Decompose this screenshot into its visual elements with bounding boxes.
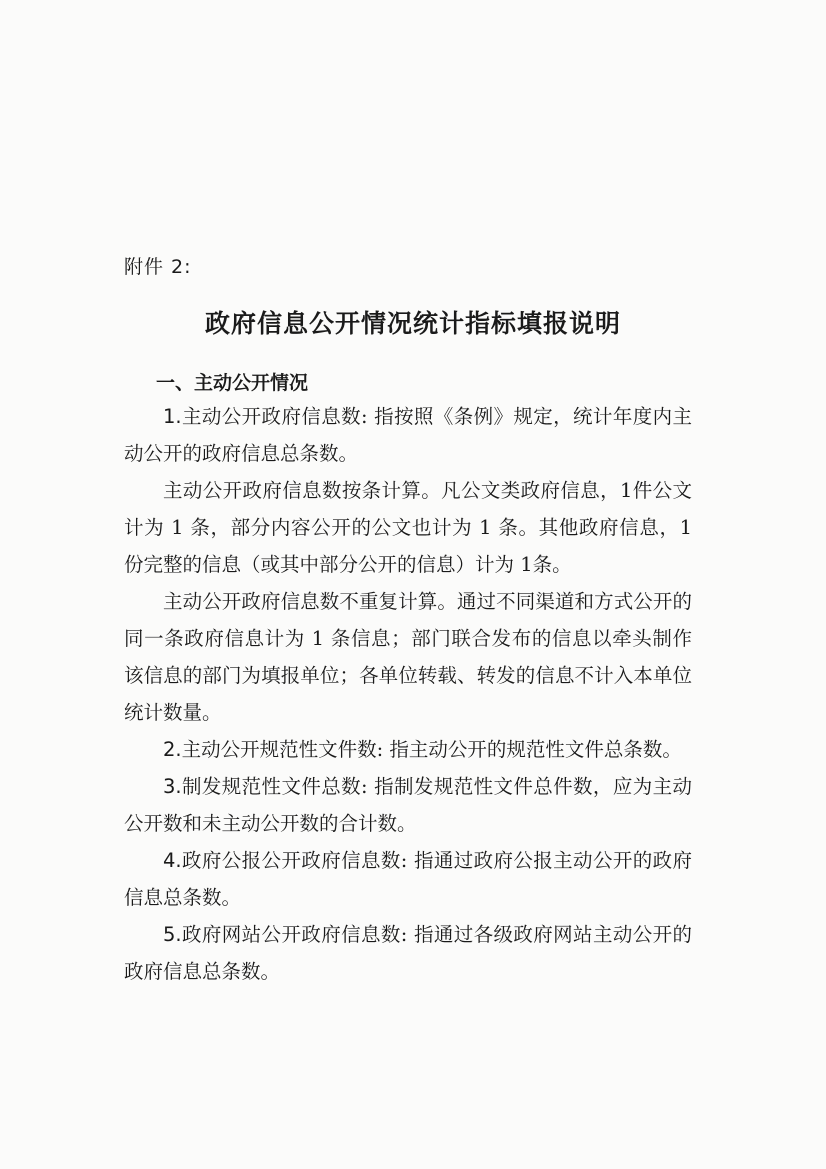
document-title: 政府信息公开情况统计指标填报说明 — [204, 309, 621, 338]
term-definition: : 指主动公开的规范性文件总条数。 — [376, 738, 682, 761]
paragraph-counting-rule: 主动公开政府信息数按条计算。凡公文类政府信息，1件公文计为 1 条，部分内容公开的公文也计为 1 条。其他政府信息，1 份完整的信息（或其中部分公开的信息）计为 1条。 — [124, 479, 692, 576]
paragraph-item-5 — [124, 916, 692, 990]
attachment-label: 附件 2: — [124, 256, 192, 278]
paragraph-item-2 — [124, 731, 692, 768]
paragraph-item-1 — [124, 398, 692, 472]
term-definition: : 指制发规范性文件总件数，应为主动公开数和未主动公开数的合计数。 — [124, 775, 692, 835]
term-label: 3.制发规范性文件总数 — [163, 775, 361, 798]
term-label: 1.主动公开政府信息数 — [163, 405, 361, 428]
paragraph-item-3 — [124, 768, 692, 842]
term-definition: : 指通过政府公报主动公开的政府信息总条数。 — [124, 849, 692, 909]
paragraph-item-4 — [124, 842, 692, 916]
term-definition: : 指通过各级政府网站主动公开的政府信息总条数。 — [124, 923, 692, 983]
term-label: 5.政府网站公开政府信息数 — [163, 923, 401, 946]
section-body — [124, 398, 692, 990]
paragraph-no-duplicate-rule: 主动公开政府信息数不重复计算。通过不同渠道和方式公开的同一条政府信息计为 1 条信息；部门联合发布的信息以牵头制作该信息的部门为填报单位；各单位转载、转发的信息不计入本单位统计数量。 — [124, 590, 692, 724]
section-heading: 一、主动公开情况 — [156, 372, 309, 394]
term-definition: : 指按照《条例》规定，统计年度内主动公开的政府信息总条数。 — [124, 405, 692, 465]
term-label: 2.主动公开规范性文件数 — [163, 738, 377, 761]
term-label: 4.政府公报公开政府信息数 — [163, 849, 401, 872]
